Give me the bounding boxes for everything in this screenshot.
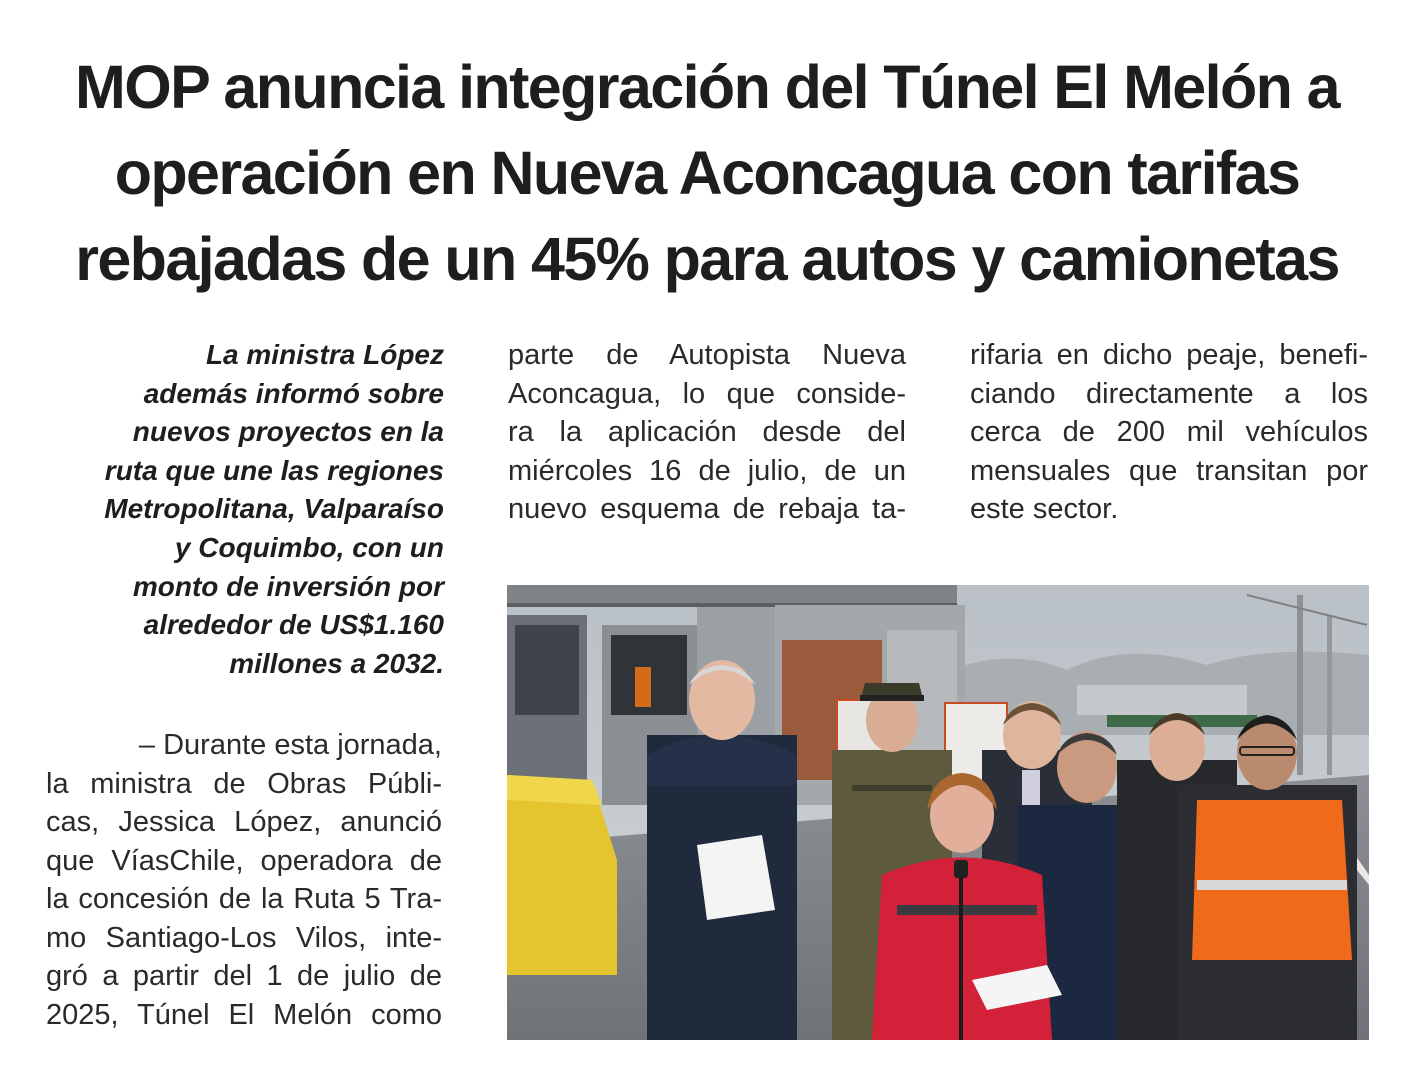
body-line: la concesión de la Ruta 5 Tra- bbox=[46, 883, 442, 915]
headline-line: operación en Nueva Aconcagua con tarifas bbox=[114, 139, 1300, 207]
body-line: rifaria en dicho peaje, benefi- bbox=[970, 339, 1368, 371]
body-line: que VíasChile, operadora de bbox=[46, 844, 442, 877]
body-line: ra la aplicación desde del bbox=[508, 416, 906, 448]
body-line: la ministra de Obras Públi- bbox=[46, 767, 442, 800]
body-line: 2025, Túnel El Melón como bbox=[46, 998, 442, 1031]
body-line: nuevo esquema de rebaja ta- bbox=[508, 493, 906, 525]
body-line: parte de Autopista Nueva bbox=[508, 339, 906, 371]
lead-line: ruta que une las regiones bbox=[104, 454, 444, 486]
body-line: – Durante esta jornada, bbox=[138, 729, 442, 761]
lead-line: y Coquimbo, con un bbox=[174, 531, 444, 563]
body-line: gró a partir del 1 de julio de bbox=[46, 960, 442, 992]
body-line: cas, Jessica López, anunció bbox=[46, 806, 442, 838]
headline-line: MOP anuncia integración del Túnel El Melón a bbox=[75, 53, 1339, 121]
headline bbox=[40, 44, 1374, 302]
body-line: mensuales que transitan por bbox=[970, 454, 1368, 487]
lead-summary bbox=[44, 336, 444, 683]
body-column-2 bbox=[508, 336, 906, 529]
article-photo bbox=[507, 585, 1369, 1040]
lead-line: además informó sobre bbox=[143, 377, 444, 409]
lead-line: La ministra López bbox=[205, 339, 444, 370]
lead-line: Metropolitana, Valparaíso bbox=[104, 493, 444, 525]
body-line: mo Santiago-Los Vilos, inte- bbox=[46, 921, 442, 954]
lead-line: alrededor de US$1.160 bbox=[143, 609, 444, 641]
headline-line: rebajadas de un 45% para autos y camionetas bbox=[75, 225, 1339, 293]
lead-line: nuevos proyectos en la bbox=[132, 416, 444, 448]
body-column-1 bbox=[46, 726, 442, 1034]
body-line: cerca de 200 mil vehículos bbox=[970, 416, 1368, 448]
body-line: ciando directamente a los bbox=[970, 377, 1368, 410]
body-line: este sector. bbox=[970, 493, 1119, 525]
press-conference-photo bbox=[507, 585, 1369, 1040]
body-column-3 bbox=[970, 336, 1368, 529]
body-line: miércoles 16 de julio, de un bbox=[508, 454, 906, 487]
lead-line: millones a 2032. bbox=[229, 647, 444, 679]
body-line: Aconcagua, lo que conside- bbox=[508, 377, 906, 410]
lead-line: monto de inversión por bbox=[132, 570, 444, 602]
